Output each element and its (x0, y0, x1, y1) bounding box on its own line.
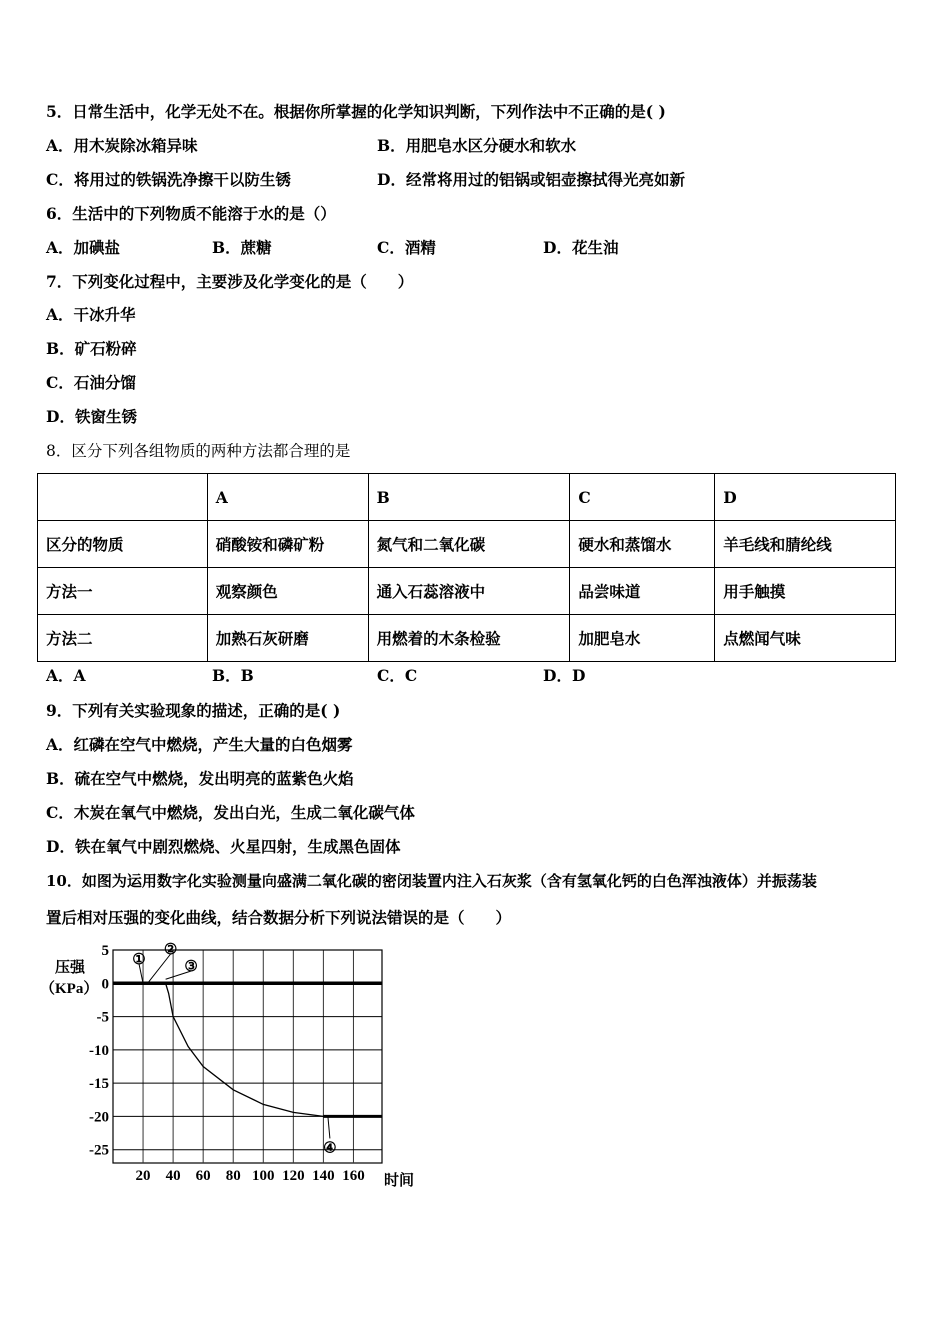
x-tick-label: 20 (135, 1168, 151, 1184)
y-axis-unit: （KPa） (40, 981, 99, 997)
q7-option-b: B．矿石粉碎 (46, 339, 137, 358)
table-cell: 方法二 (38, 615, 208, 662)
annotation-label: ③ (184, 959, 198, 975)
x-tick-label: 80 (225, 1168, 241, 1184)
table-cell: 加熟石灰研磨 (207, 615, 368, 662)
q6-option-c: C．酒精 (377, 238, 436, 257)
table-cell: 通入石蕊溶液中 (368, 568, 570, 615)
y-tick-label: -15 (89, 1076, 109, 1093)
q7-stem: 7．下列变化过程中，主要涉及化学变化的是（ ） (46, 272, 414, 291)
q8-table (37, 473, 896, 662)
q9-option-a: A．红磷在空气中燃烧，产生大量的白色烟雾 (46, 735, 353, 754)
y-tick-label: -25 (89, 1142, 109, 1159)
q8-stem: 8．区分下列各组物质的两种方法都合理的是 (46, 442, 351, 460)
x-tick-label: 120 (282, 1168, 305, 1184)
table-cell: 加肥皂水 (570, 615, 715, 662)
table-cell: 羊毛线和腈纶线 (715, 521, 896, 568)
q7-option-a: A．干冰升华 (46, 305, 136, 324)
table-cell: 硬水和蒸馏水 (570, 521, 715, 568)
y-tick-label: -20 (89, 1109, 109, 1126)
annotation-leader (328, 1116, 330, 1138)
table-cell: 区分的物质 (38, 521, 208, 568)
table-cell: 方法一 (38, 568, 208, 615)
q8-option-c: C．C (377, 666, 418, 685)
table-cell: B (368, 474, 570, 521)
q9-option-b: B．硫在空气中燃烧，发出明亮的蓝紫色火焰 (46, 769, 354, 788)
q8-option-d: D．D (543, 666, 586, 685)
table-cell: D (715, 474, 896, 521)
y-tick-label: 5 (101, 943, 109, 959)
q7-option-d: D．铁窗生锈 (46, 407, 137, 426)
x-tick-label: 160 (342, 1168, 365, 1184)
q5-option-c: C．将用过的铁锅洗净擦干以防生锈 (46, 170, 291, 189)
q10-stem-line2: 置后相对压强的变化曲线，结合数据分析下列说法错误的是（ ） (46, 908, 512, 927)
q8-option-b: B．B (212, 666, 254, 685)
table-row (38, 568, 896, 615)
y-tick-label: -5 (96, 1009, 109, 1026)
table-row (38, 521, 896, 568)
table-row (38, 615, 896, 662)
annotation-label: ④ (323, 1140, 337, 1157)
y-axis-label: 压强 (55, 960, 86, 976)
pressure-chart (40, 940, 420, 1190)
q9-option-d: D．铁在氧气中剧烈燃烧、火星四射，生成黑色固体 (46, 837, 401, 856)
y-tick-label: -10 (89, 1042, 109, 1059)
table-row (38, 474, 896, 521)
q10-stem-line1: 10．如图为运用数字化实验测量向盛满二氧化碳的密闭装置内注入石灰浆（含有氢氧化钙的白色浑浊液体）并振荡装 (46, 872, 817, 890)
x-axis-label: 时间 (384, 1173, 415, 1189)
q5-stem: 5．日常生活中，化学无处不在。根据你所掌握的化学知识判断，下列作法中不正确的是( ) (46, 102, 666, 121)
q8-option-a: A．A (46, 666, 86, 685)
table-cell: C (570, 474, 715, 521)
table-cell: 点燃闻气味 (715, 615, 896, 662)
x-tick-label: 100 (252, 1168, 275, 1184)
q5-option-d: D．经常将用过的铝锅或铝壶擦拭得光亮如新 (377, 170, 685, 189)
table-cell: 氮气和二氧化碳 (368, 521, 570, 568)
x-tick-label: 40 (165, 1168, 181, 1184)
table-cell (38, 474, 208, 521)
y-tick-label: 0 (101, 976, 109, 993)
q5-option-a: A．用木炭除冰箱异味 (46, 136, 198, 155)
table-cell: A (207, 474, 368, 521)
q6-option-a: A．加碘盐 (46, 238, 121, 257)
q6-option-d: D．花生油 (543, 238, 619, 257)
x-tick-label: 60 (195, 1168, 211, 1184)
table-cell: 用手触摸 (715, 568, 896, 615)
table-cell: 硝酸铵和磷矿粉 (207, 521, 368, 568)
table-cell: 品尝味道 (570, 568, 715, 615)
q9-stem: 9．下列有关实验现象的描述，正确的是( ) (46, 701, 341, 720)
annotation-label: ① (132, 952, 146, 968)
q9-option-c: C．木炭在氧气中燃烧，发出白光，生成二氧化碳气体 (46, 803, 415, 822)
table-cell: 用燃着的木条检验 (368, 615, 570, 662)
q7-option-c: C．石油分馏 (46, 373, 136, 392)
x-tick-label: 140 (312, 1168, 335, 1184)
q5-option-b: B．用肥皂水区分硬水和软水 (377, 136, 577, 155)
table-cell: 观察颜色 (207, 568, 368, 615)
q6-option-b: B．蔗糖 (212, 238, 272, 257)
q6-stem: 6．生活中的下列物质不能溶于水的是（） (46, 204, 336, 223)
annotation-label: ② (163, 942, 178, 958)
